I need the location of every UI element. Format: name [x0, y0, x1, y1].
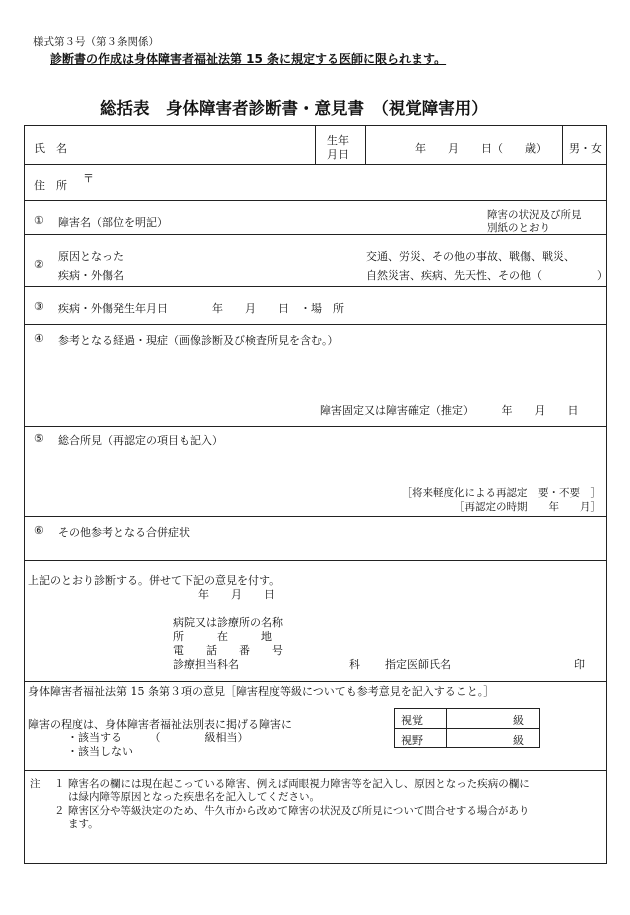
cause-label-2: 疾病・外傷名 [58, 269, 124, 282]
phone-label: 電 話 番 号 [173, 644, 283, 657]
row5-number: ⑤ [34, 432, 44, 445]
grade-label-vision: 視覚 [401, 714, 423, 727]
note2-number: ２ [54, 805, 65, 817]
name-label: 氏 名 [34, 142, 67, 155]
cause-label-1: 原因となった [58, 250, 124, 263]
sex-selector[interactable]: 男・女 [569, 142, 602, 155]
disability-name-label: 障害名（部位を明記） [58, 216, 168, 229]
row2-number: ② [34, 258, 44, 271]
notes-label: 注 [30, 778, 41, 790]
page-title: 総括表 身体障害者診断書・意見書 （視覚障害用） [100, 99, 488, 118]
note1-line1: 障害名の欄には現在起こっている障害、例えば両眼視力障害等を記入し、原因となった疾病の欄に [68, 778, 530, 790]
seal-mark: 印 [574, 658, 585, 671]
birth-label-1: 生年 [327, 134, 349, 147]
cause-options-1[interactable]: 交通、労災、その他の事故、戦傷、戦災、 [366, 250, 575, 263]
birth-label-2: 月日 [327, 148, 349, 161]
grade-value-field[interactable]: 級 [513, 734, 524, 747]
opinion-heading: 身体障害者福祉法第 15 条第３項の意見［障害程度等級についても参考意見を記入すること。］ [28, 685, 495, 698]
complications-label: その他参考となる合併症状 [58, 526, 190, 539]
row4-number: ④ [34, 332, 44, 345]
form-table [24, 125, 607, 864]
note2-line2: ます。 [68, 818, 99, 830]
form-number: 様式第３号（第３条関係） [33, 36, 159, 48]
notice-text: 診断書の作成は身体障害者福祉法第 15 条に規定する医師に限られます。 [50, 52, 447, 66]
note1-number: １ [54, 778, 65, 790]
doctor-name-label: 指定医師氏名 [385, 658, 451, 671]
row6-number: ⑥ [34, 524, 44, 537]
diagnosis-statement: 上記のとおり診断する。併せて下記の意見を付す。 [28, 574, 281, 587]
postal-mark: 〒 [83, 172, 94, 185]
applies-option[interactable]: ・該当する （ 級相当） [67, 731, 249, 744]
history-label: 参考となる経過・現症（画像診断及び検査所見を含む。） [58, 334, 339, 347]
hospital-address-label: 所 在 地 [173, 630, 272, 643]
degree-statement: 障害の程度は、身体障害者福祉法別表に掲げる障害に [28, 718, 292, 731]
history-field[interactable] [58, 348, 598, 394]
fixed-date-label: 障害固定又は障害確定（推定） 年 月 日 [320, 404, 579, 417]
note2-line1: 障害区分や等級決定のため、牛久市から改めて障害の状況及び所見について問合せする場合があり [68, 805, 530, 817]
onset-date-label: 疾病・外傷発生年月日 年 月 日 ・場 所 [58, 302, 344, 315]
recertification-period[interactable]: ［再認定の時期 年 月］ [454, 501, 601, 513]
birth-date-field[interactable]: 年 月 日（ 歳） [415, 142, 547, 155]
name-field[interactable] [73, 130, 309, 160]
department-ka: 科 [349, 658, 360, 671]
disability-note-2: 別紙のとおり [487, 222, 550, 234]
cause-options-2[interactable]: 自然災害、疾病、先天性、その他（ ） [366, 269, 608, 282]
grade-label-field: 視野 [401, 734, 423, 747]
row1-number: ① [34, 214, 44, 227]
not-applies-option[interactable]: ・該当しない [67, 745, 133, 758]
department-label: 診療担当科名 [173, 658, 239, 671]
diagnosis-date[interactable]: 年 月 日 [198, 588, 275, 601]
address-field[interactable] [100, 168, 590, 196]
recertification-need[interactable]: ［将来軽度化による再認定 要・不要 ］ [401, 487, 601, 499]
hospital-name-label: 病院又は診療所の名称 [173, 616, 283, 629]
note1-line2: は緑内障等原因となった疾患名を記入してください。 [68, 791, 320, 803]
row3-number: ③ [34, 300, 44, 313]
overall-findings-label: 総合所見（再認定の項目も記入） [58, 434, 223, 447]
disability-note-1: 障害の状況及び所見 [487, 209, 582, 221]
grade-value-vision[interactable]: 級 [513, 714, 524, 727]
address-label: 住 所 [34, 179, 67, 192]
